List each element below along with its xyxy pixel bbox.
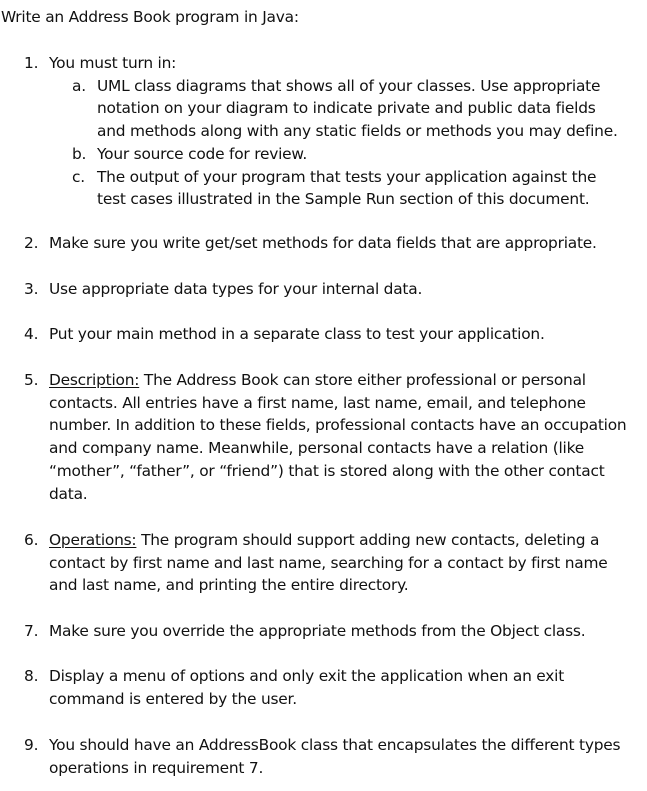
sublist-item-a: [72, 75, 627, 143]
list-item-text: Put your main method in a separate class to test your application.: [49, 325, 545, 343]
list-item-text: Display a menu of options and only exit the application when an exit command is entered by the user.: [49, 667, 565, 708]
sublist-letter: b.: [72, 144, 87, 163]
document-title: Write an Address Book program in Java:: [1, 8, 299, 26]
list-item-5: [24, 369, 629, 505]
operations-label: Operations:: [49, 531, 137, 549]
list-item-6: [24, 529, 629, 597]
list-number: 1.: [24, 54, 39, 72]
list-item-text: The program should support adding new contacts, deleting a contact by first name and last name, searching for a contact by first name and last name, and printing the entire directory.: [49, 531, 608, 595]
sublist-item-b: [72, 143, 627, 166]
sublist-letter: c.: [72, 167, 85, 186]
list-item-2: [24, 232, 629, 255]
list-item-body: [49, 369, 627, 505]
sublist-item-text: Your source code for review.: [97, 144, 308, 163]
list-number: 3.: [24, 280, 39, 298]
list-item-3: [24, 278, 629, 301]
list-item-text: Make sure you override the appropriate methods from the Object class.: [49, 622, 586, 640]
list-number: 2.: [24, 234, 39, 252]
list-item-body: [49, 529, 627, 597]
list-item-9: [24, 734, 629, 779]
list-item-1: [24, 52, 629, 211]
list-number: 9.: [24, 736, 39, 754]
list-item-body: [49, 52, 627, 211]
sublist-item-c: [72, 166, 627, 211]
list-number: 4.: [24, 325, 39, 343]
list-number: 7.: [24, 622, 39, 640]
list-item-7: [24, 620, 629, 643]
description-label: Description:: [49, 371, 140, 389]
list-item-text: You should have an AddressBook class that encapsulates the different types operations in requirement 7.: [49, 736, 621, 777]
list-number: 6.: [24, 531, 39, 549]
list-item-8: [24, 665, 629, 710]
list-item-text: The Address Book can store either professional or personal contacts. All entries have a first name, last name, email, and telephone number. In addition to these fields, professional contacts have an occupation and company name. Meanwhile, personal contacts have a relation (like “mother”, “father”, or “friend”) that is stored along with the other contact data.: [49, 371, 627, 503]
list-item-4: [24, 323, 629, 346]
list-number: 8.: [24, 667, 39, 685]
list-item-text: Make sure you write get/set methods for data fields that are appropriate.: [49, 234, 597, 252]
list-item-text: Use appropriate data types for your internal data.: [49, 280, 423, 298]
list-number: 5.: [24, 371, 39, 389]
sublist-item-text: UML class diagrams that shows all of your classes. Use appropriate notation on your diagram to indicate private and public data fields and methods along with any static fields or methods you may define.: [97, 76, 618, 141]
list-item-text: You must turn in:: [49, 54, 177, 72]
sublist-item-text: The output of your program that tests your application against the test cases illustrated in the Sample Run section of this document.: [97, 167, 597, 209]
sublist-letter: a.: [72, 76, 86, 95]
